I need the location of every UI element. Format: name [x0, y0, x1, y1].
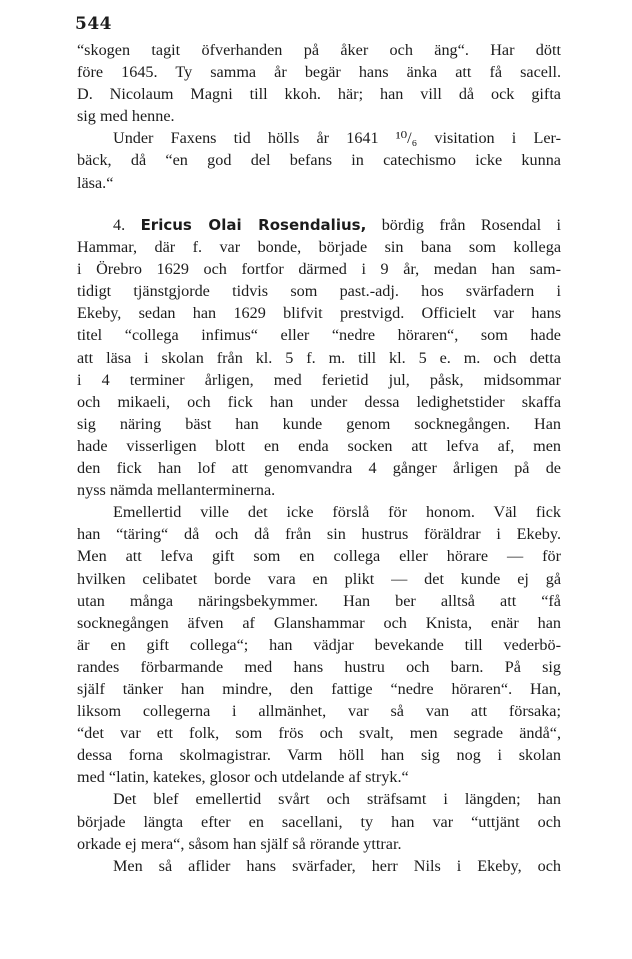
text-line: själf tänker han mindre, den fattige “nedre höraren“. Han, — [77, 679, 561, 698]
text-line: han “täring“ då och då från sin hustrus föräldrar i Ekeby. — [77, 525, 561, 544]
text-line: Ekeby, sedan han 1629 blifvit prestvigd. Officielt var hans — [77, 304, 561, 323]
text-line: läsa.“ — [77, 173, 114, 192]
entry-name: Ericus Olai Rosendalius, — [140, 216, 367, 234]
text-line: i 4 terminer årligen, med ferietid jul, påsk, midsommar — [77, 370, 561, 389]
text-line: Men att lefva gift som en collega eller hörare — för — [77, 547, 561, 566]
text-line: D. Nicolaum Magni till kkoh. här; han vill då ock gifta — [77, 85, 561, 104]
text-line: titel “collega infimus“ eller “nedre höraren“, som hade — [77, 326, 561, 345]
text-line: dessa forna skolmagistrar. Varm höll han sig nog i skolan — [77, 746, 561, 765]
entry-number: 4. — [113, 216, 126, 234]
text-line: tidigt tjänstgjorde tidvis som past.-adj. hos svärfadern i — [77, 282, 561, 301]
text-line: “det var ett folk, som frös och svalt, men segrade ändå“, — [77, 724, 561, 743]
text-line: att läsa i skolan från kl. 5 f. m. till kl. 5 e. m. och detta — [77, 348, 561, 367]
text-line: Hammar, där f. var bonde, började sin bana som kollega — [77, 238, 561, 257]
text-line: socknegången äfven af Glanshammar och Knista, enär han — [77, 613, 561, 632]
entry-heading-rest: bördig från Rosendal i — [381, 216, 562, 234]
text-block-intro — [77, 39, 561, 194]
text-line: Men så aflider hans svärfader, herr Nils i Ekeby, och — [113, 856, 561, 875]
text-line: är en gift collega“; han vädjar bevekande till vederbö- — [77, 635, 561, 654]
text-line: nyss nämda mellanterminerna. — [77, 481, 276, 500]
text-block-entry-4 — [77, 214, 561, 877]
text-line: och mikaeli, och fick han under dessa ledighetstider skaffa — [77, 392, 561, 411]
text-line: den fick han lof att genomvandra 4 gånger årligen på de — [77, 459, 561, 478]
text-line: randes förbarmande med hans hustru och barn. På sig — [77, 657, 561, 676]
text-line: Under Faxens tid hölls år 1641 ¹⁰/₆ visitation i Ler- — [113, 129, 561, 148]
text-line: började längta efter en sacellani, ty han var “uttjänt och — [77, 812, 561, 831]
text-line: i Örebro 1629 och fortfor därmed i 9 år, medan han sam- — [77, 260, 561, 279]
text-line: sig med henne. — [77, 107, 175, 126]
entry-heading-line — [77, 214, 561, 236]
text-line: med “latin, katekes, glosor och utdelande af stryk.“ — [77, 768, 409, 787]
text-line: hade visserligen blott en enda socken att lefva af, men — [77, 436, 561, 455]
text-line: Det blef emellertid svårt och sträfsamt i längden; han — [113, 790, 561, 809]
page-number: 544 — [75, 14, 112, 34]
text-line: före 1645. Ty samma år begär hans änka att få sacell. — [77, 63, 561, 82]
text-line: hvilken celibatet borde vara en plikt — det kunde ej gå — [77, 569, 561, 588]
text-line: orkade ej mera“, såsom han själf så rörande yttrar. — [77, 834, 402, 853]
text-line: sig näring bäst han kunde genom socknegången. Han — [77, 414, 561, 433]
text-line: liksom collegerna i allmänhet, var så van att försaka; — [77, 702, 561, 721]
text-line: “skogen tagit öfverhanden på åker och äng“. Har dött — [77, 41, 561, 59]
text-line: Emellertid ville det icke förslå för honom. Väl fick — [113, 503, 561, 522]
text-line: utan många näringsbekymmer. Han ber alltså att “få — [77, 591, 561, 610]
text-line: bäck, då “en god del befans in catechismo icke kunna — [77, 151, 561, 170]
